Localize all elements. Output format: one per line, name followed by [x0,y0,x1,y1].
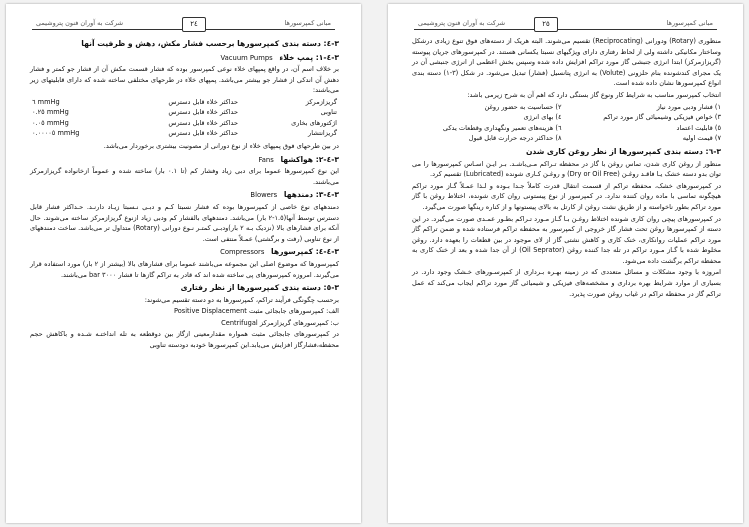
section-heading: ٣-٤: دسته بندی کمپرسورها برحسب فشار مکش، دهش و ظرفیت آنها [81,39,339,48]
criteria-item: ٦) هزینه‌های تعمیر ونگهداری وقطعات یدکی [442,123,562,132]
page-header [414,14,717,30]
subsection-heading [30,53,339,64]
vacuum-value: ٦ mmHg [32,97,60,106]
subsection-title: ٣-٤-٢: هواکشها [280,154,339,164]
paragraph: برحسب چگونگی فرآیند تراکم، کمپرسورها به دو دسته تقسیم می‌شوند: [144,295,339,304]
paragraph: در کمپرسورهای خشک، محفظه تراکم از قسمت انتقال قدرت کاملاً جـدا بـوده و لـذا عمـلاً گـاز مورد تراکم هیچگونه تماسی با ماده روان کننده ندارد. در کمپرسور از نوع پیستونی روان کاری شونده، اختلاط روغن با گاز مورد تراکم بطور ناخواسته و از طریق نشت روغن از کارتل به بالای پیستونها و از کناره رینگها صورت می‌گیرد. [412,181,721,211]
table-row [30,97,339,108]
subsection-heading [30,190,339,201]
vacuum-type: تناوبی [320,108,337,117]
subsection-title: ٣-٤-١: پمپ خلاء [279,52,339,62]
table-row [30,118,339,129]
paragraph: کمپرسورها که موضوع اصلی این مجموعه می‌باشند عموما برای فشارهای بالا (بیشتر از ٢ بار) مورد استفاده قرار می‌گیرند. امروزه کمپرسورهای پی ساخته شده اند که قادر به تراکم گازها تا فشار ٣٠٠٠ bar می‌باشند. [30,259,339,279]
page-content [412,36,721,519]
item-a-latin: Positive Displacement [174,307,247,316]
page-content [30,36,339,519]
subsection-latin: Compressors [220,248,265,257]
vacuum-label: حداکثر خلاء قابل دسترس [168,97,239,106]
vacuum-table [30,97,339,139]
criteria-item: ٤) بهای انرژی [523,113,562,122]
subsection-title: ٣-٤-٤: کمپرسورها [271,247,339,257]
vacuum-type: اژکتورهای بخاری [291,118,337,127]
criteria-item: ١) فشار ودبی مورد نیاز [656,102,721,111]
vacuum-label: حداکثر خلاء قابل دسترس [168,108,239,117]
paragraph: این نوع کمپرسورها عموما برای دبی زیاد وفشار کم (تا ٠.١ بار) ساخته شده و عموماً ازخانواده گریزازمرکز می‌باشند. [30,167,339,186]
section-heading: ٣-٥: دسته بندی کمپرسورها از نظر رفتاری [180,283,339,293]
criteria-item: ٧) قیمت اولیه [682,134,721,143]
vacuum-label: حداکثر خلاء قابل دسترس [168,118,239,127]
subsection-heading [30,247,339,258]
vacuum-value: ٠.٢٥ mmHg [32,108,69,117]
header-company: شرکت به آوران فنون پتروشیمی [418,19,506,27]
criteria-item: ٣) خواص فیزیکی وشیمیائی گاز مورد تراکم [603,113,721,122]
page-number: ٢٥ [534,17,558,32]
paragraph: در کمپرسورهای پیچی روان کاری شونده اختلاط روغـن بـا گـاز مـورد تـراکم بطـور عمـدی صورت می‌گیرد. در این دسته از کمپرسورها روغن تحت فشار گاز خروجی از کمپرسور به محفظه تراکم فرستاده شده و ضمن تراکم گاز مورد تراکم عملیات روانکاری، خنک کاری و کاهش نشتی گاز از لای موجود در بین قطعات را بعهده دارد. روغن مخلوط شده با گـاز مـورد تراکم در تله جدا کننده روغن (Oil Seprator) از آن جدا شده و بعد از خنک کاری به محفظه تراکم برگشت داده می‌شود. [412,214,721,265]
criteria-item: ٢) حساسیت به حضور روغن [484,102,562,111]
header-company: شرکت به آوران فنون پتروشیمی [36,19,124,27]
page-number: ٢٤ [182,17,206,32]
subsection-latin: Vacuum Pumps [220,53,273,62]
vacuum-label: حداکثر خلاء قابل دسترس [168,129,239,138]
paragraph: منظور از روغن کاری شدن، تماس روغن با گاز در محفظه تـراکم مـی‌باشـد. بـر ایـن اسـاس کمپرسورها را می توان بدو دسته خشک یـا فاقـد روغـن (Dry or Oil Free) و روغـن کـاری شونده (Lubricated) تقسیم کرد. [412,159,721,179]
item-b: ب: کمپرسورهای گریزازمرکز [259,318,339,327]
item-b-latin: Centrifugal [221,318,258,327]
header-title: مبانی کمپرسورها [666,19,713,27]
table-row [30,107,339,118]
paragraph: در کمپرسورهای جابجائی مثبت همواره مقدارمعینی ازگاز بین دوقطعه به تله انداختـه شـده و باکاهش حجم محفظه،فشارگاز افزایش می‌یابد.این کمپرسورها خودبه دودسته تناوبی [30,330,339,350]
paragraph: بر خلاف اسم آن، در واقع پمپهای خلاء نوعی کمپرسور بوده که فشار قسمت مکش آن از فشار جو کمتر و فشار دهش آن اندکی از فشار جو بیشتر می‌باشد. پمپهای خلاء در طرحهای مختلفی ساخته شده که دارای قابلیتهای زیر می‌باشند: [30,65,339,95]
table-row [30,128,339,139]
criteria-item: ٨) حداکثر درجه حرارت قابل قبول [468,134,562,143]
subsection-heading [30,155,339,166]
paragraph: امروزه با وجود مشکلات و مسائل متعددی که در زمینه بهـره بـرداری از کمپرسـورهای خـشک وجود دارد. در بسیاری از موارد شرایط بهره برداری و مشخصه‌های فیزیکی و شیمیائی گاز مورد تراکم ایجاب می‌کند که عمل تراکم گاز در محفظه تراکم در غیاب روغن صورت پذیرد. [412,268,721,298]
paragraph: انتخاب کمپرسور مناسب به شرایط کار ونوع گاز بستگی دارد که اهم آن به شرح زیرمی باشد: [467,90,721,99]
item-a: الف: کمپرسورهای جابجائی مثبت [248,307,339,316]
subsection-latin: Blowers [250,191,278,200]
paragraph: در بین طرحهای فوق پمپهای خلاء از نوع دورانی از مصونیت بیشتری برخوردار می‌باشد. [103,141,339,150]
paragraph: دمندههای نوع خاصی از کمپرسورها بوده که فشار نسبتا کـم و دبـی نـسبتا زیـاد دارنـد. حـداکثر فشار قابل دسترس توسط آنها(١.٥-٢ بار) می‌باشد. دمندههای بالفشار کم ودبی زیاد ازنوع گریزازمرکز ساخته می‌شوند. حال آنکه برای فشارهای بالا (نزدیک بـه ٢ بار)ودبـی کمتـر نـوع دورانی (Rotary) متداول تر می‌باشد. ساخت دمندههای از نوع تناوبی (رفت و برگشتی) عمـلاً منتفی است. [30,202,339,243]
header-title: مبانی کمپرسورها [284,19,331,27]
criteria-item: ٥) قابلیت اعتماد [676,123,721,132]
page-header [32,14,335,30]
list-item [30,318,339,329]
vacuum-value: ٠.٠٠٠٠٥ mmHg [32,129,80,138]
criteria-list [412,102,721,144]
page-24 [6,4,361,523]
vacuum-type: گریزازمرکز [305,97,337,106]
page-25 [388,4,743,523]
subsection-latin: Fans [258,155,274,164]
subsection-title: ٣-٤-٣: دمندهها [283,190,339,200]
vacuum-type: گریزانتشار [308,129,337,138]
list-item [30,306,339,317]
section-heading: ٣-٦: دسته بندی کمپرسورها از نظر روغن کاری شدن [525,146,721,156]
vacuum-value: ٠.٠٥ mmHg [32,118,69,127]
paragraph: منظوری (Rotary) ودورانی (Reciprocating) تقسیم می‌شوند. البته هریک از دسته‌های فوق تنوع زیادی درشکل وساختار مکانیکی داشته ولی از لحاظ رفتاری دارای ویژگیهای نسبتا یکسانی هستند. در کمپرسورهای جریان پیوسته (گریز‌از‌مرکز) ابتدا انرژی جنبشی گاز مورد تراکم افزایش داده شده وسپس بخش اعظمی از انرژی جنبشی آن در یک مجرای کندشونده بنام حلزونی (Volute) به انرژی پتانسیل (فشار) تبدیل می‌شود. در شکل (٣-١) دسته بندی انواع کمپرسورها نشان داده شده است. [412,37,722,88]
